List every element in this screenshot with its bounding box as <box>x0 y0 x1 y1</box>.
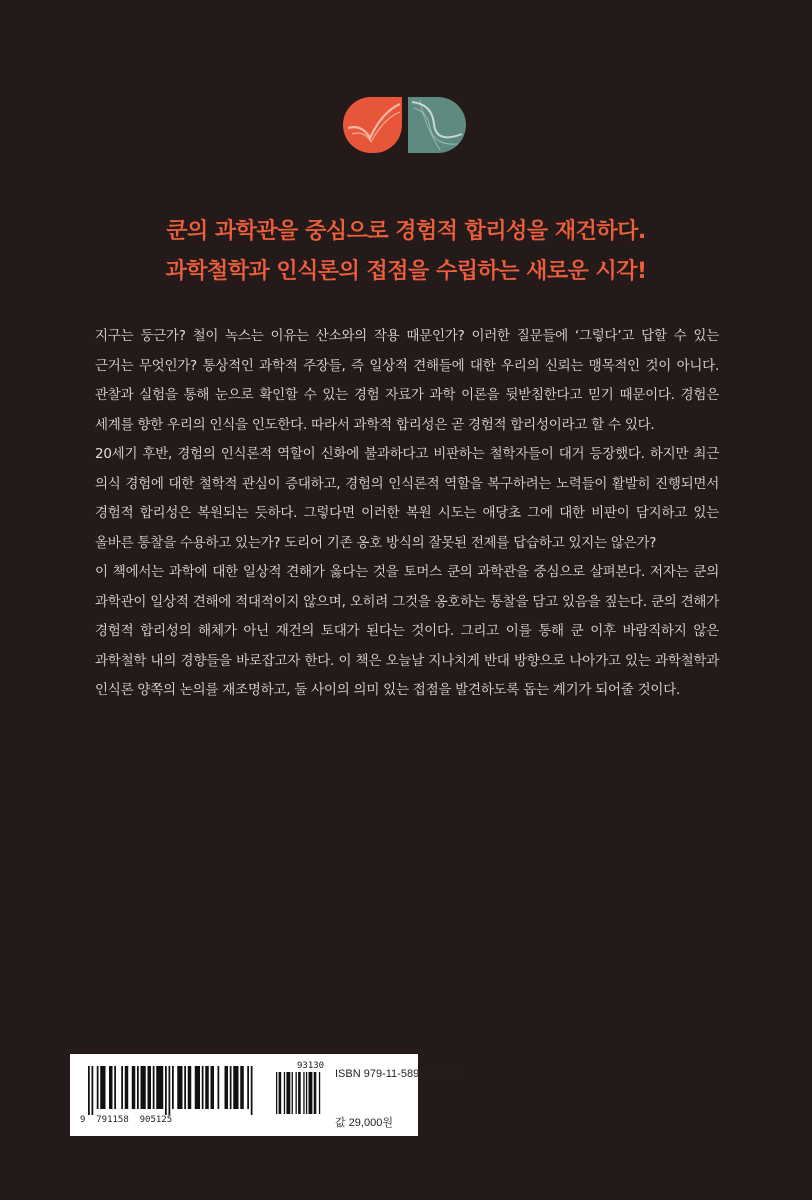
barcode-digits: 9 791158 905125 <box>80 1115 173 1125</box>
addon-code: 93130 <box>297 1061 325 1071</box>
description-paragraph-1: 지구는 둥근가? 철이 녹스는 이유는 산소와의 작용 때문인가? 이러한 질문들에 ‘그렇다’고 답할 수 있는 근거는 무엇인가? 통상적인 과학적 주장들, 즉 일상적 견해들에 대한 우리의 신뢰는 맹목적인 것이 아니다. 관찰과 실험을 통해 눈으로 확인할 수 있는 경험 자료가 과학 이론을 뒷받침한다고 믿기 때문이다. 경험은 세계를 향한 우리의 인식을 인도한다. 따라서 과학적 합리성은 곧 경험적 합리성이라고 할 수 있다. <box>95 328 719 433</box>
publisher-logo <box>340 94 470 156</box>
description-paragraph-2: 20세기 후반, 경험의 인식론적 역할이 신화에 불과하다고 비판하는 철학자들이 대거 등장했다. 하지만 최근 의식 경험에 대한 철학적 관심이 증대하고, 경험의 인식론적 역할을 복구하려는 노력들이 활발히 진행되면서 경험적 합리성은 복원되는 듯하다. 그렇다면 이러한 복원 시도는 애당초 그에 대한 비판이 담지하고 있는 올바른 통찰을 수용하고 있는가? 도리어 기존 옹호 방식의 잘못된 전제를 답습하고 있지는 않은가? <box>95 446 719 551</box>
book-description <box>95 322 719 706</box>
headline <box>0 212 812 292</box>
publisher-logo-icon <box>340 94 470 156</box>
isbn-barcode-panel <box>70 1054 458 1136</box>
ean-barcode <box>88 1066 260 1115</box>
headline-line-2: 과학철학과 인식론의 접점을 수립하는 새로운 시각! <box>165 259 647 284</box>
isbn-number: ISBN 979-11-5890-512-5 <box>335 1068 458 1080</box>
price: 값 29,000원 <box>335 1117 393 1129</box>
headline-line-1: 쿤의 과학관을 중심으로 경험적 합리성을 재건하다. <box>166 219 646 244</box>
addon-barcode <box>276 1072 322 1120</box>
description-paragraph-3: 이 책에서는 과학에 대한 일상적 견해가 옳다는 것을 토머스 쿤의 과학관을 중심으로 살펴본다. 저자는 쿤의 과학관이 일상적 견해에 적대적이지 않으며, 오히려 그것을 옹호하는 통찰을 담고 있음을 짚는다. 쿤의 견해가 경험적 합리성의 해체가 아닌 재건의 토대가 된다는 것이다. 그리고 이를 통해 쿤 이후 바람직하지 않은 과학철학 내의 경향들을 바로잡고자 한다. 이 책은 오늘날 지나치게 반대 방향으로 나아가고 있는 과학철학과 인식론 양쪽의 논의를 재조명하고, 둘 사이의 의미 있는 접점을 발견하도록 돕는 계기가 되어줄 것이다. <box>95 564 719 698</box>
